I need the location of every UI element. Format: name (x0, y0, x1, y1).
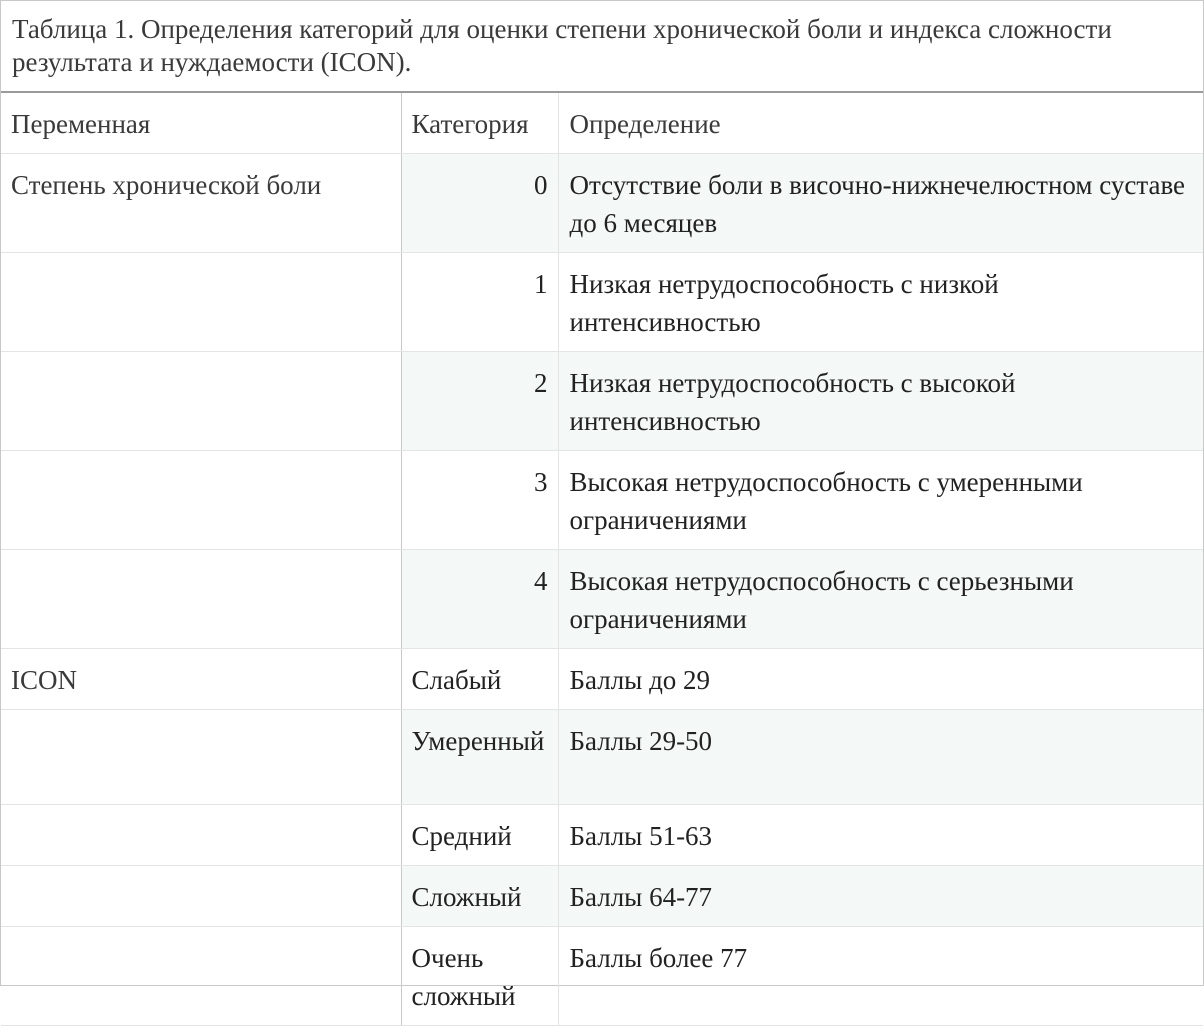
cell-definition: Высокая нетрудоспособность с умеренными ограничениями (558, 451, 1203, 550)
cell-definition: Баллы более 77 (558, 927, 1203, 1026)
table-row (1, 710, 1203, 805)
table-row (1, 154, 1203, 253)
cell-category: 2 (401, 352, 558, 451)
cell-variable (1, 352, 401, 451)
table-caption: Таблица 1. Определения категорий для оценки степени хронической боли и индекса сложности результата и нуждаемости (ICON). (1, 1, 1203, 93)
cell-definition: Высокая нетрудоспособность с серьезными ограничениями (558, 550, 1203, 649)
cell-category: Умеренный (401, 710, 558, 805)
cell-definition: Низкая нетрудоспособность с высокой интенсивностью (558, 352, 1203, 451)
table-row (1, 927, 1203, 1026)
definitions-table (1, 93, 1203, 1026)
header-category: Категория (401, 93, 558, 154)
table-row (1, 253, 1203, 352)
table-row (1, 866, 1203, 927)
header-definition: Определение (558, 93, 1203, 154)
table-row (1, 352, 1203, 451)
cell-variable (1, 710, 401, 805)
cell-category: 1 (401, 253, 558, 352)
cell-category: 0 (401, 154, 558, 253)
cell-variable (1, 550, 401, 649)
cell-variable (1, 805, 401, 866)
cell-variable: ICON (1, 649, 401, 710)
cell-variable: Степень хронической боли (1, 154, 401, 253)
cell-variable (1, 253, 401, 352)
cell-category: Сложный (401, 866, 558, 927)
cell-variable (1, 451, 401, 550)
table-row (1, 805, 1203, 866)
cell-variable (1, 866, 401, 927)
cell-definition: Баллы 51-63 (558, 805, 1203, 866)
table-row (1, 649, 1203, 710)
cell-category: Очень сложный (401, 927, 558, 1026)
table-row (1, 451, 1203, 550)
cell-category: 4 (401, 550, 558, 649)
table-row (1, 550, 1203, 649)
cell-category: Слабый (401, 649, 558, 710)
cell-category: Средний (401, 805, 558, 866)
cell-definition: Низкая нетрудоспособность с низкой интенсивностью (558, 253, 1203, 352)
cell-definition: Баллы до 29 (558, 649, 1203, 710)
cell-definition: Баллы 64-77 (558, 866, 1203, 927)
cell-category: 3 (401, 451, 558, 550)
cell-definition: Отсутствие боли в височно-нижнечелюстном суставе до 6 месяцев (558, 154, 1203, 253)
cell-variable (1, 927, 401, 1026)
table-header-row (1, 93, 1203, 154)
cell-definition: Баллы 29-50 (558, 710, 1203, 805)
header-variable: Переменная (1, 93, 401, 154)
